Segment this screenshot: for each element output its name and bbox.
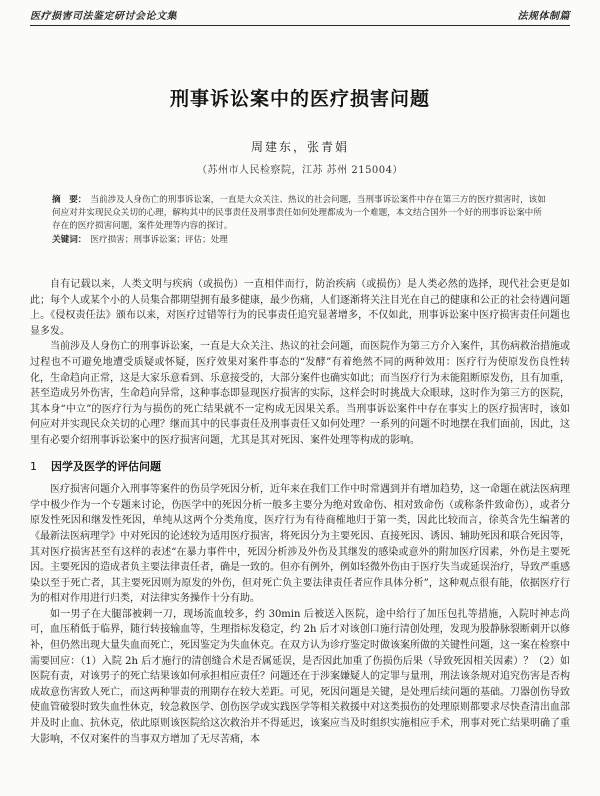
section-number: 1 bbox=[30, 459, 37, 473]
section-name: 法规体制篇 bbox=[517, 11, 570, 22]
article-title: 刑事诉讼案中的医疗损害问题 bbox=[169, 88, 430, 110]
section-title: 因学及医学的评估问题 bbox=[51, 459, 161, 473]
running-header bbox=[30, 8, 570, 26]
keywords-label: 关键词： bbox=[52, 235, 87, 245]
article-affiliation: （苏州市人民检察院，江苏 苏州 215004） bbox=[196, 165, 404, 176]
keywords-text: 医疗损害；刑事诉讼案；评估；处理 bbox=[90, 235, 228, 245]
journal-name: 医疗损害司法鉴定研讨会论文集 bbox=[30, 11, 177, 22]
abstract-block bbox=[30, 194, 570, 247]
keywords bbox=[52, 234, 548, 247]
abstract-text: 当前涉及人身伤亡的刑事诉讼案，一直是大众关注、热议的社会问题，当刑事诉讼案件中存在第三方的医疗损害时，该如何应对并实现民众关切的心理，解构其中的民事责任及刑事责任如何处理都成为一个难题，本文结合国外一个好的刑事诉讼案中所存在的医疗损害问题，案件处理等内容的探讨。 bbox=[52, 195, 546, 231]
body-paragraph: 如一男子在大腿部被刺一刀，现场流血较多，约 30min 后被送入医院，途中给行了加压包扎等措施，入院时神志尚可，血压稍低于临界，随行转接输血等，生理指标发稳定，约 2h 后才对该创口施行清创处理，发现为股静脉裂断刺开以修补，但仍然出现大量失血而死亡，死因鉴定为失血休克。在双方认为诊疗鉴定时做该案所做的关键性问题，这一案在检察中需要回应：（1）入院 2h 后才施行的清创缝合术是否属延误，是否因此加重了伤损伤后果（导致死因相关因素）？（2）如医院有责，对该男子的死亡结果该如何承担相应责任？问题还在于涉案嫌疑人的定罪与量刑，刑法该条规对追究伤害是否构成故意伤害致人死亡，而这两种罪责的刑期存在较大差距。可见，死因问题是关键，是处理后续问题的基础。刀器创伤导致使血管破裂时致失血性休克，较急救医学、创伤医学或实践医学等相关救援中对这类损伤的处理原则都要求尽快查清出血部并及时止血、抗休克，依此原则该医院给这次救治并不得延迟，该案应当及时组织实施相应手术，刑事对死亡结果明确了重大影响，不仅对案件的当事双方增加了无尽苦痛，本 bbox=[30, 608, 570, 745]
abstract-label: 摘 要： bbox=[52, 195, 87, 205]
body-paragraph: 当前涉及人身伤亡的刑事诉讼案，一直是大众关注、热议的社会问题，而医院作为第三方介入案件，其伤病救治措施或过程也不可避免地遭受质疑或怀疑，医疗效果对案件事态的“发酵”有着绝然不同的两种效用：医疗行为使原发伤良性转化，生命趋向正常，这是大家乐意看到、乐意接受的，大部分案件也确实如此；而当医疗行为未能阻断原发伤，且有加重，甚至造成另外伤害，生命趋向异常，这种事态即显现医疗损害的实际，这样会时时挑战大众眼球，这时作为第三方的医院，其本身“中立”的医疗行为与损伤的死亡结果就不一定构成无因果关系。当刑事诉讼案件中存在事实上的医疗损害时，该如何应对并实现民众关切的心理？继而其中的民事责任及刑事责任又如何处理？一系列的问题不时地摆在我们面前，因此，这里有必要介绍刑事诉讼案中的医疗损害问题，尤其是其对死因、案件处理等构成的影响。 bbox=[30, 341, 570, 446]
article-authors: 周建东，张青娟 bbox=[250, 140, 349, 154]
section-heading bbox=[30, 459, 570, 475]
body-paragraph: 自有记载以来，人类文明与疾病（或损伤）一直相伴而行，防治疾病（或损伤）是人类必然的选择，现代社会更是如此；每个人或某个小的人员集合都期望拥有最多健康，最少伤痛，人们逐渐将关注目光在自己的健康和公正的社会待遇问题上。《侵权责任法》颁布以来，对医疗过错等行为的民事责任追究显著增多，不仅如此，刑事诉讼案中医疗损害责任问题也显多发。 bbox=[30, 279, 570, 337]
article-body bbox=[30, 277, 570, 747]
body-paragraph: 医疗损害问题介入刑事等案件的伤员学死因分析，近年来在我们工作中时常遇到并有增加趋势，这一命题在就法医病理学中极少作为一个专题来讨论，伤医学中的死因分析一般多主要分为绝对致命伤、相对致命伤（或称条件致命伤），或者分原发性死因和继发性死因，单纯从这两个分类角度，医疗行为有待商榷地归于第一类，因此比较而言，徐英含先生编著的《最新法医病理学》中对死因的论述较为适用医疗损害，将死因分为主要死因、直接死因、诱因、辅助死因和联合死因等，其对医疗损害甚至有这样的表述“在暴力事件中，死因分析涉及外伤及其继发的感染或意外的附加医疗因素，外伤是主要死因。主要死因的造成者负主要法律责任者，确是一致的。但亦有例外，例如轻微外伤由于医疗失当或延误治疗，导致严重感染以至于死亡者，其主要死因则为原发的外伤，但对死亡负主要法律责任者应作具体分析”，这种观点很有能，依据医疗行为的相对作用进行归类，对法律实务操作十分有助。 bbox=[30, 484, 570, 605]
abstract bbox=[52, 194, 548, 233]
